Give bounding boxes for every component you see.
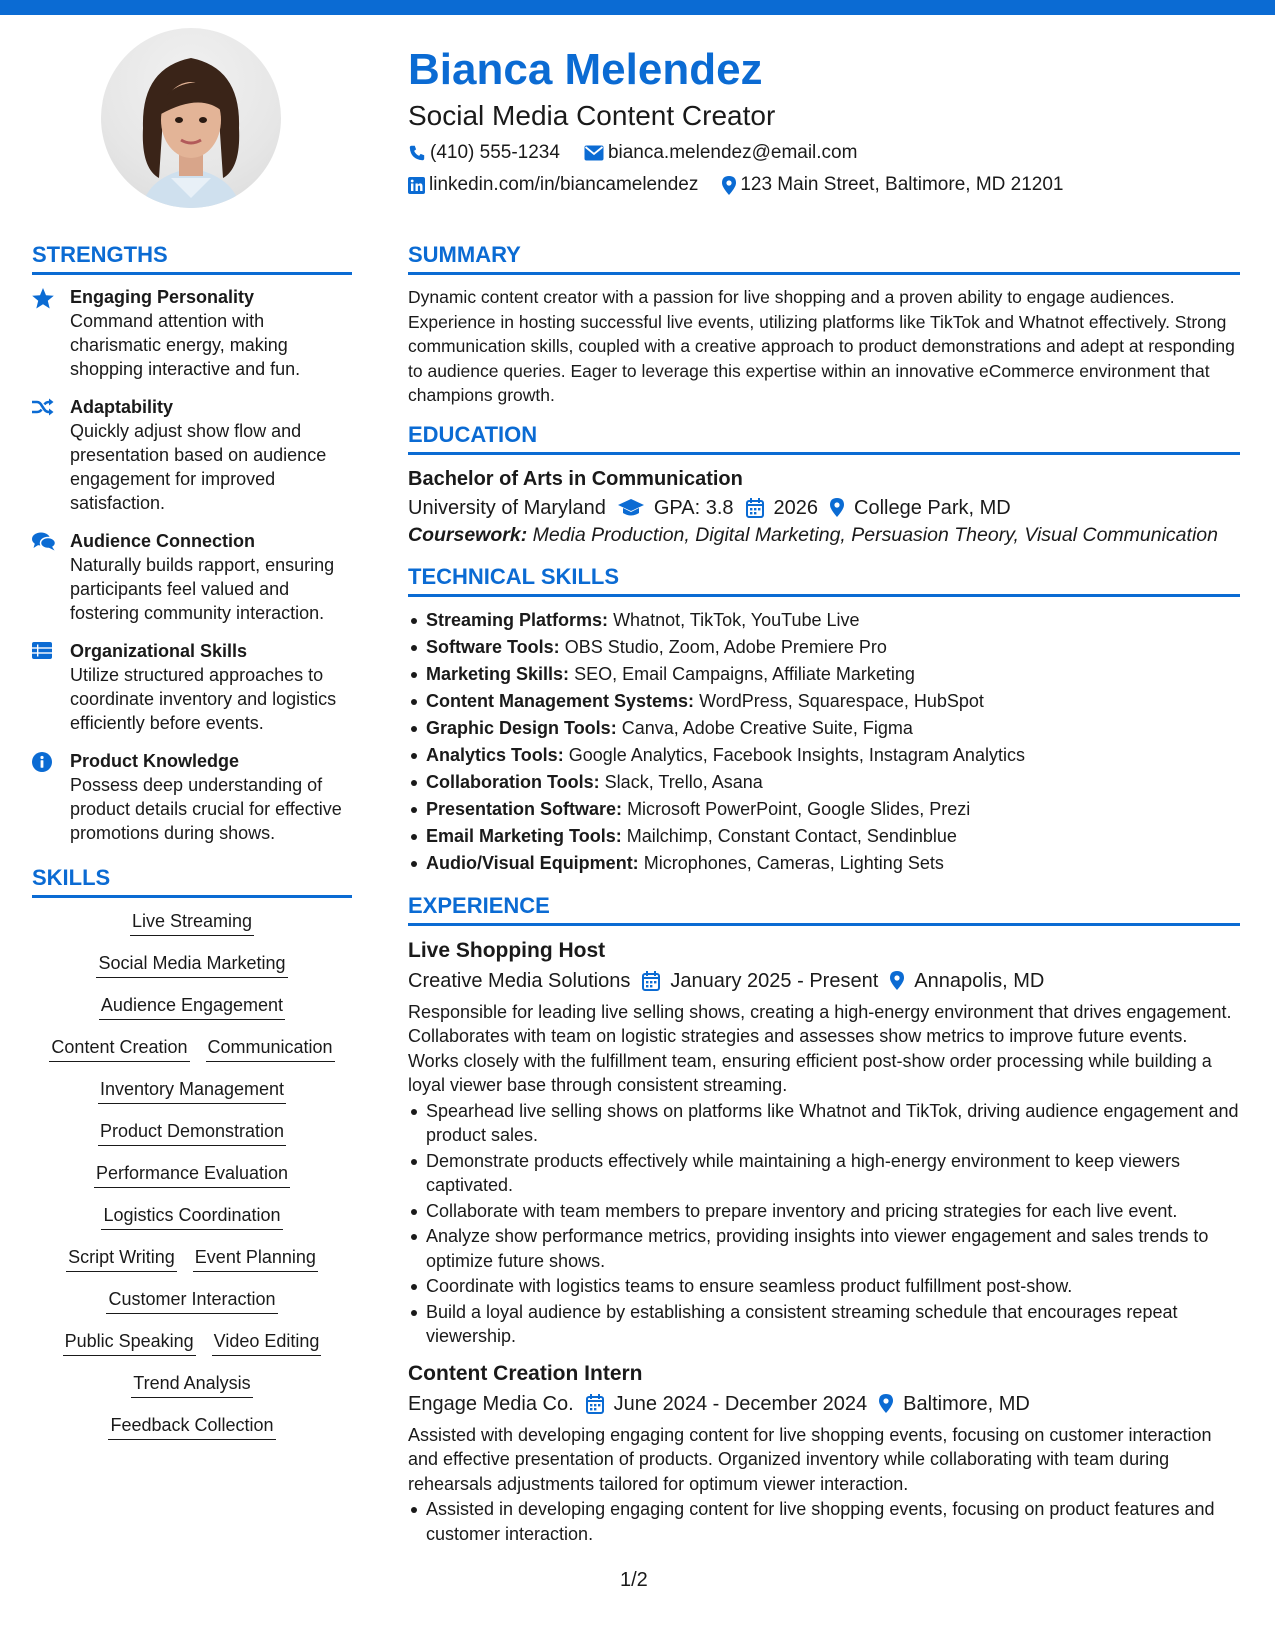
- linkedin-url[interactable]: linkedin.com/in/biancamelendez: [429, 174, 699, 195]
- street-address: 123 Main Street, Baltimore, MD 21201: [740, 174, 1064, 195]
- list-item: Coordinate with logistics teams to ensure seamless product fulfillment post-show.: [408, 1274, 1240, 1299]
- strength-item: [32, 285, 352, 381]
- top-accent-bar: [0, 0, 1275, 15]
- linkedin-contact: [408, 172, 698, 198]
- list-item: Assisted in developing engaging content for live shopping events, focusing on product features and customer interaction.: [408, 1497, 1240, 1546]
- envelope-icon: [584, 145, 604, 161]
- strength-desc: Naturally builds rapport, ensuring participants feel valued and fostering community interaction.: [70, 555, 335, 623]
- coursework: [408, 523, 1240, 548]
- degree-name: Bachelor of Arts in Communication: [408, 467, 743, 490]
- phone-contact: [408, 140, 560, 166]
- strength-desc: Possess deep understanding of product details crucial for effective promotions during shows.: [70, 775, 342, 843]
- skill-tag: Feedback Collection: [108, 1412, 275, 1440]
- comments-icon: [32, 532, 56, 551]
- list-item: Streaming Platforms: Whatnot, TikTok, YouTube Live: [408, 607, 1240, 634]
- job-entry: [408, 936, 1240, 1349]
- job-bullets: [408, 1099, 1240, 1349]
- job-title: Live Shopping Host: [408, 938, 606, 962]
- skill-tag: Event Planning: [193, 1244, 318, 1272]
- strength-item: [32, 529, 352, 625]
- job-meta: [408, 966, 1240, 996]
- address-contact: [722, 172, 1063, 198]
- technical-skills-list: [408, 607, 1240, 877]
- coursework-list: Media Production, Digital Marketing, Persuasion Theory, Visual Communication: [532, 523, 1218, 546]
- job-description: Responsible for leading live selling shows, creating a high-energy environment that drives engagement. Collaborates with team on logistic strategies and assesses show metrics to improve future events. Works closely with the fulfillment team, ensuring efficient post-show order processing while building a loyal viewer base through consistent streaming.: [408, 1001, 1232, 1095]
- list-item: Software Tools: OBS Studio, Zoom, Adobe Premiere Pro: [408, 634, 1240, 661]
- skill-tag: Script Writing: [66, 1244, 177, 1272]
- strength-item: [32, 395, 352, 515]
- list-item: Presentation Software: Microsoft PowerPoint, Google Slides, Prezi: [408, 796, 1240, 823]
- calendar-icon: [642, 971, 660, 991]
- skill-tag: Public Speaking: [63, 1328, 196, 1356]
- skills-heading: SKILLS: [32, 863, 352, 898]
- location-pin-icon: [722, 176, 736, 195]
- job-location: Baltimore, MD: [903, 1392, 1030, 1415]
- strength-desc: Command attention with charismatic energy, making shopping interactive and fun.: [70, 311, 301, 379]
- location-pin-icon: [879, 1394, 893, 1413]
- strength-desc: Quickly adjust show flow and presentation based on audience engagement for improved satisfaction.: [70, 421, 327, 513]
- skill-tag: Video Editing: [212, 1328, 322, 1356]
- contact-row-2: [408, 172, 1248, 198]
- gpa: GPA: 3.8: [653, 496, 734, 519]
- job-dates: June 2024 - December 2024: [613, 1392, 868, 1415]
- list-item: Analyze show performance metrics, providing insights into viewer engagement and sales trends to optimize future shows.: [408, 1224, 1240, 1273]
- experience-heading: EXPERIENCE: [408, 891, 1240, 926]
- linkedin-icon: [408, 177, 425, 194]
- strength-title: Audience Connection: [70, 531, 256, 551]
- skill-tag: Trend Analysis: [131, 1370, 252, 1398]
- school-name: University of Maryland: [408, 496, 606, 519]
- list-item: Spearhead live selling shows on platforms like Whatnot and TikTok, driving audience engagement and product sales.: [408, 1099, 1240, 1148]
- list-item: Graphic Design Tools: Canva, Adobe Creative Suite, Figma: [408, 715, 1240, 742]
- skill-tag: Product Demonstration: [98, 1118, 286, 1146]
- phone-number[interactable]: (410) 555-1234: [430, 142, 560, 163]
- star-icon: [32, 288, 54, 309]
- graduation-year: 2026: [773, 496, 819, 519]
- list-item: Email Marketing Tools: Mailchimp, Constant Contact, Sendinblue: [408, 823, 1240, 850]
- profile-photo: [101, 28, 281, 208]
- list-item: Content Management Systems: WordPress, Squarespace, HubSpot: [408, 688, 1240, 715]
- skill-tag: Logistics Coordination: [101, 1202, 282, 1230]
- list-item: Marketing Skills: SEO, Email Campaigns, Affiliate Marketing: [408, 661, 1240, 688]
- coursework-label: Coursework:: [408, 523, 528, 546]
- job-title: Content Creation Intern: [408, 1361, 643, 1385]
- summary-heading: SUMMARY: [408, 240, 1240, 275]
- skill-tag: Content Creation: [49, 1034, 189, 1062]
- contact-row-1: [408, 140, 1248, 166]
- job-dates: January 2025 - Present: [670, 969, 879, 992]
- list-item: Analytics Tools: Google Analytics, Facebook Insights, Instagram Analytics: [408, 742, 1240, 769]
- strength-title: Adaptability: [70, 397, 174, 417]
- job-entry: [408, 1359, 1240, 1547]
- strength-title: Product Knowledge: [70, 751, 240, 771]
- resume-header: [408, 42, 1248, 198]
- skills-list: [32, 908, 352, 1440]
- technical-skills-heading: TECHNICAL SKILLS: [408, 562, 1240, 597]
- info-icon: [32, 752, 52, 772]
- skill-tag: Communication: [206, 1034, 335, 1062]
- list-icon: [32, 642, 52, 659]
- strength-item: [32, 749, 352, 845]
- skill-tag: Audience Engagement: [99, 992, 285, 1020]
- skill-tag: Performance Evaluation: [94, 1160, 290, 1188]
- job-bullets: [408, 1497, 1240, 1546]
- calendar-icon: [586, 1394, 604, 1414]
- job-meta: [408, 1389, 1240, 1419]
- company-name: Creative Media Solutions: [408, 969, 631, 992]
- location-pin-icon: [890, 971, 904, 990]
- location-pin-icon: [830, 498, 844, 517]
- shuffle-icon: [32, 398, 54, 416]
- candidate-name: Bianca Melendez: [408, 45, 763, 94]
- email-address[interactable]: bianca.melendez@email.com: [607, 142, 858, 163]
- phone-icon: [408, 144, 426, 162]
- strength-title: Organizational Skills: [70, 641, 248, 661]
- job-location: Annapolis, MD: [914, 969, 1045, 992]
- email-contact: [584, 140, 858, 166]
- strength-title: Engaging Personality: [70, 287, 255, 307]
- list-item: Demonstrate products effectively while maintaining a high-energy environment to keep viewers captivated.: [408, 1149, 1240, 1198]
- candidate-title: Social Media Content Creator: [408, 100, 776, 131]
- list-item: Build a loyal audience by establishing a consistent streaming schedule that encourages repeat viewership.: [408, 1300, 1240, 1349]
- summary-text: Dynamic content creator with a passion for live shopping and a proven ability to engage audiences. Experience in hosting successful live events, utilizing platforms like TikTok and Whatnot effectively. Strong communication skills, coupled with a creative approach to product demonstrations and adept at responding to audience queries. Eager to leverage this expertise within an innovative eCommerce environment that champions growth.: [408, 287, 1235, 405]
- left-column: [32, 240, 352, 1454]
- skill-tag: Inventory Management: [98, 1076, 286, 1104]
- school-location: College Park, MD: [854, 496, 1011, 519]
- education-meta: [408, 493, 1240, 523]
- strength-item: [32, 639, 352, 735]
- company-name: Engage Media Co.: [408, 1392, 574, 1415]
- skill-tag: Customer Interaction: [106, 1286, 277, 1314]
- page-number: 1/2: [620, 1569, 648, 1591]
- strength-desc: Utilize structured approaches to coordinate inventory and logistics efficiently before events.: [70, 665, 337, 733]
- skill-tag: Social Media Marketing: [96, 950, 287, 978]
- job-description: Assisted with developing engaging content for live shopping events, focusing on customer interaction and effective presentation of products. Organized inventory while collaborating with team during rehearsals adjustments tailored for optimum viewer interaction.: [408, 1424, 1212, 1494]
- strengths-heading: STRENGTHS: [32, 240, 352, 275]
- list-item: Collaboration Tools: Slack, Trello, Asana: [408, 769, 1240, 796]
- list-item: Collaborate with team members to prepare inventory and pricing strategies for each live event.: [408, 1199, 1240, 1224]
- education-heading: EDUCATION: [408, 420, 1240, 455]
- list-item: Audio/Visual Equipment: Microphones, Cameras, Lighting Sets: [408, 850, 1240, 877]
- graduation-cap-icon: [618, 499, 644, 517]
- right-column: [408, 240, 1240, 1556]
- skill-tag: Live Streaming: [130, 908, 254, 936]
- calendar-icon: [746, 498, 764, 518]
